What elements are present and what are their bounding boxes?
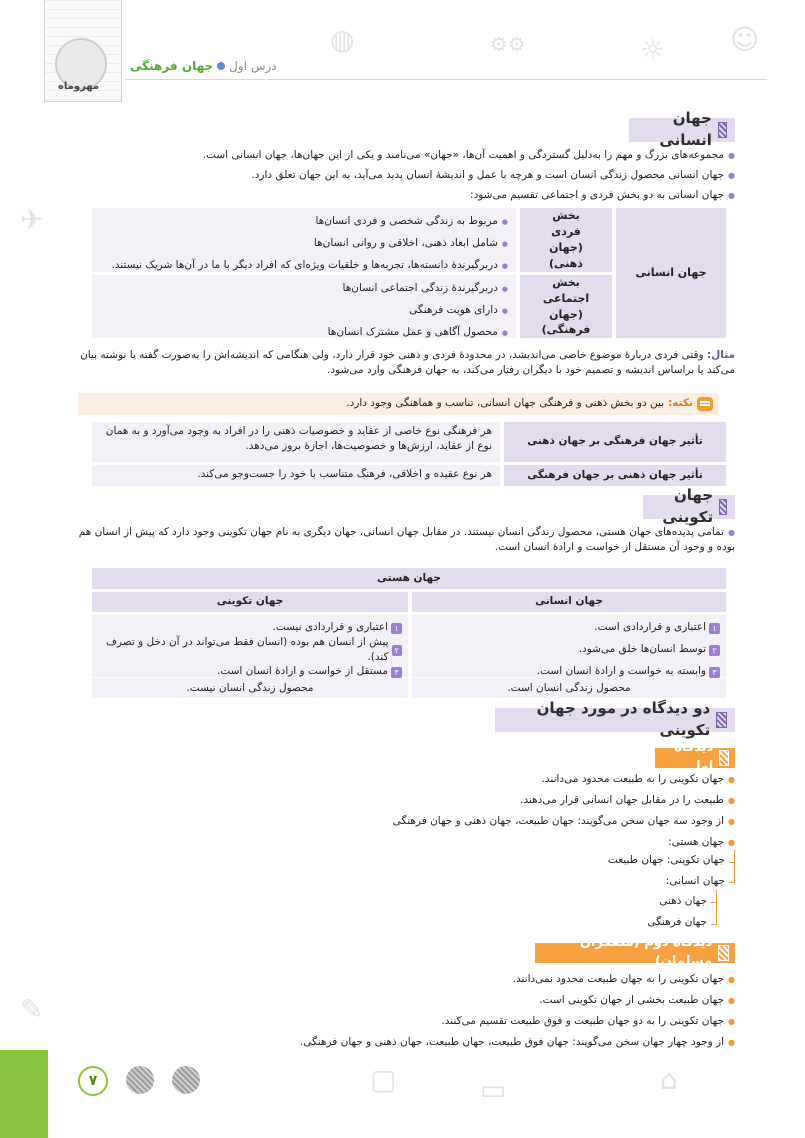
example-label: مثال: bbox=[706, 349, 735, 361]
column-header-human: جهان انسانی bbox=[412, 592, 726, 612]
number-badge: ۱ bbox=[391, 623, 402, 634]
table-cell-list bbox=[412, 615, 726, 677]
list-item: ● مربوط به زندگی شخصی و فردی انسان‌ها bbox=[100, 211, 508, 233]
section-heading-takvini-world bbox=[643, 486, 735, 526]
list-item: ● شامل ابعاد ذهنی، اخلاقی و روانی انسان‌ها bbox=[100, 233, 508, 255]
hatched-circle-icon bbox=[172, 1066, 200, 1094]
table-title: جهان هستی bbox=[92, 568, 726, 589]
hatch-icon bbox=[716, 712, 727, 728]
doodle-icon: ✎ bbox=[20, 993, 44, 1026]
doodle-icon: ⚙⚙ bbox=[490, 32, 526, 56]
table-cell: محصول زندگی انسان است. bbox=[412, 678, 726, 698]
doodle-icon: ◍ bbox=[330, 23, 355, 56]
list-item: ● جهان تکوینی را به دو جهان طبیعت و فوق طبیعت تقسیم می‌کنند. bbox=[78, 1014, 735, 1029]
bullet-dot-icon bbox=[217, 62, 225, 70]
tree-node: جهان تکوینی: جهان طبیعت bbox=[607, 854, 725, 866]
number-badge: ۲ bbox=[709, 645, 720, 656]
section-heading-two-views bbox=[495, 699, 735, 739]
section-title: جهان تکوینی bbox=[662, 486, 714, 526]
doodle-icon: ☺ bbox=[730, 23, 760, 56]
paragraph: ● جهان انسانی به دو بخش فردی و اجتماعی تقسیم می‌شود: bbox=[78, 188, 735, 203]
breadcrumb bbox=[130, 58, 277, 75]
note-box bbox=[78, 393, 719, 415]
list-item bbox=[418, 639, 720, 661]
tree-branch bbox=[729, 862, 735, 863]
column-header-takvini: جهان تکوینی bbox=[92, 592, 408, 612]
section-title: جهان انسانی bbox=[659, 109, 712, 149]
hatch-icon bbox=[719, 750, 729, 766]
table-row-header: بخش اجتماعی (جهان فرهنگی) bbox=[520, 275, 612, 338]
tree-node: جهان انسانی: bbox=[665, 875, 725, 887]
tree-branch bbox=[711, 924, 717, 925]
list-item: ● طبیعت را در مقابل جهان انسانی قرار می‌دهند. bbox=[78, 793, 735, 808]
table-cell: محصول زندگی انسان نیست. bbox=[92, 678, 408, 698]
tree-bracket bbox=[729, 850, 735, 882]
doodle-icon: ✈ bbox=[20, 203, 44, 236]
tree-node: جهان ذهنی bbox=[659, 895, 707, 907]
subheading-title: دیدگاه دوم (متفکران مسلمان) bbox=[579, 935, 713, 969]
hatch-icon bbox=[718, 945, 729, 961]
tree-bracket bbox=[711, 890, 717, 924]
hatch-icon bbox=[718, 122, 727, 138]
list-item: ● دارای هویت فرهنگی bbox=[100, 300, 508, 322]
table-cell-list bbox=[92, 275, 516, 338]
list-item: ● جهان تکوینی را به جهان طبیعت محدود نمی‌دانند. bbox=[78, 972, 735, 987]
table-cell: هر فرهنگی نوع خاصی از عقاید و خصوصیات ذهنی را در افراد به وجود می‌آورد و به همان نوع از عقاید، ارزش‌ها و خصوصیت‌ها، اجازهٔ بروز می‌دهد. bbox=[92, 422, 500, 462]
list-item: ● جهان طبیعت بخشی از جهان تکوینی است. bbox=[78, 993, 735, 1008]
table-row-header: تأثیر جهان فرهنگی بر جهان ذهنی bbox=[504, 422, 726, 462]
subheading-view-one bbox=[655, 740, 735, 774]
speech-bubble-icon bbox=[697, 397, 713, 411]
table-cell-list bbox=[92, 208, 516, 272]
paragraph: ● تمامی پدیده‌های جهان هستی، محصول زندگی انسان نیستند. در مقابل جهان انسانی، جهان دیگری به نام جهان تکوینی وجود دارد که پیش از انسان هم بوده و وجود آن مستقل از خواست و ارادهٔ انسان است. bbox=[78, 525, 735, 555]
table-main-header: جهان انسانی bbox=[616, 208, 726, 338]
list-item bbox=[98, 635, 402, 663]
doodle-icon: ▢ bbox=[370, 1063, 397, 1096]
example-paragraph bbox=[78, 348, 735, 378]
paragraph: ● مجموعه‌های بزرگ و مهم را به‌دلیل گستردگی و اهمیت آن‌ها، «جهان» می‌نامند و یکی از این جهان‌ها، جهان انسانی است. bbox=[78, 148, 735, 163]
list-item-text: اعتباری و قراردادی است. bbox=[594, 621, 706, 634]
list-item: ● جهان هستی: bbox=[78, 835, 735, 850]
section-title: دو دیدگاه در مورد جهان تکوینی bbox=[536, 699, 711, 739]
table-row-header: بخش فردی (جهان ذهنی) bbox=[520, 208, 612, 272]
list-item-text: مستقل از خواست و ارادهٔ انسان است. bbox=[216, 665, 388, 678]
tree-branch bbox=[729, 882, 735, 883]
list-item: ● از وجود چهار جهان سخن می‌گویند: جهان فوق طبیعت، جهان طبیعت، جهان ذهنی و جهان فرهنگی. bbox=[78, 1035, 735, 1050]
number-badge: ۲ bbox=[392, 645, 402, 656]
breadcrumb-topic: جهان فرهنگی bbox=[130, 59, 214, 73]
list-item: ● از وجود سه جهان سخن می‌گویند: جهان طبیعت، جهان ذهنی و جهان فرهنگی bbox=[78, 814, 735, 829]
number-badge: ۳ bbox=[709, 667, 720, 678]
number-badge: ۳ bbox=[391, 667, 402, 678]
list-item bbox=[418, 617, 720, 639]
existence-table bbox=[92, 568, 726, 698]
hatched-circle-icon bbox=[126, 1066, 154, 1094]
paragraph: ● جهان انسانی محصول زندگی انسان است و هرچه با عمل و اندیشهٔ انسان پدید می‌آید، به این جهان تعلق دارد. bbox=[78, 168, 735, 183]
note-text: بین دو بخش ذهنی و فرهنگی جهان انسانی، تناسب و هماهنگی وجود دارد. bbox=[346, 397, 665, 410]
logo-text: مهروماه bbox=[58, 81, 100, 92]
influence-table bbox=[92, 422, 726, 486]
footer-green-bar bbox=[0, 1050, 48, 1138]
table-row-header: تأثیر جهان ذهنی بر جهان فرهنگی bbox=[504, 465, 726, 486]
tree-node: جهان فرهنگی bbox=[647, 916, 707, 928]
list-item: ● محصول آگاهی و عمل مشترک انسان‌ها bbox=[100, 322, 508, 344]
list-item: ● دربرگیرندهٔ دانسته‌ها، تجربه‌ها و خلقیات ویژه‌ای که افراد دیگر با ما در آن‌ها شریک نیستند. bbox=[100, 255, 508, 277]
doodle-icon: ⌂ bbox=[660, 1063, 678, 1096]
doodle-icon: ☼ bbox=[640, 33, 666, 66]
list-item-text: پیش از انسان هم بوده (انسان فقط می‌تواند در آن دخل و تصرف کند). bbox=[106, 635, 389, 663]
human-world-table bbox=[92, 208, 726, 338]
list-item: ● دربرگیرندهٔ زندگی اجتماعی انسان‌ها bbox=[100, 278, 508, 300]
number-badge: ۱ bbox=[709, 623, 720, 634]
hatch-icon bbox=[719, 499, 727, 515]
table-cell-list bbox=[92, 615, 408, 677]
header-divider bbox=[125, 79, 767, 80]
breadcrumb-lesson: درس اول bbox=[229, 59, 277, 73]
subheading-title: دیدگاه اول bbox=[674, 740, 714, 774]
section-heading-human-world bbox=[629, 109, 735, 149]
example-text: وقتی فردی دربارهٔ موضوع خاصی می‌اندیشد، در محدودهٔ فردی و ذهنی خود قرار دارد، ولی هنگامی که اندیشه‌اش را به‌صورت گفته یا نوشته بیان می‌کند یا براساس اندیشه و تصمیم خود با دیگران رفتار می‌کند، به جهان فرهنگی وارد می‌شود. bbox=[80, 349, 735, 377]
page-number: ۷ bbox=[78, 1066, 108, 1096]
note-label: نکته: bbox=[668, 397, 693, 410]
subheading-view-two bbox=[535, 935, 735, 969]
table-cell: هر نوع عقیده و اخلاقی، فرهنگ متناسب با خود را جست‌وجو می‌کند. bbox=[92, 465, 500, 486]
list-item-text: توسط انسان‌ها خلق می‌شود. bbox=[578, 643, 706, 656]
tree-branch bbox=[711, 902, 717, 903]
doodle-icon: ▭ bbox=[480, 1073, 507, 1106]
list-item-text: اعتباری و قراردادی نیست. bbox=[272, 621, 388, 634]
list-item-text: وابسته به خواست و ارادهٔ انسان است. bbox=[536, 665, 706, 678]
list-item: ● جهان تکوینی را به طبیعت محدود می‌دانند. bbox=[78, 772, 735, 787]
